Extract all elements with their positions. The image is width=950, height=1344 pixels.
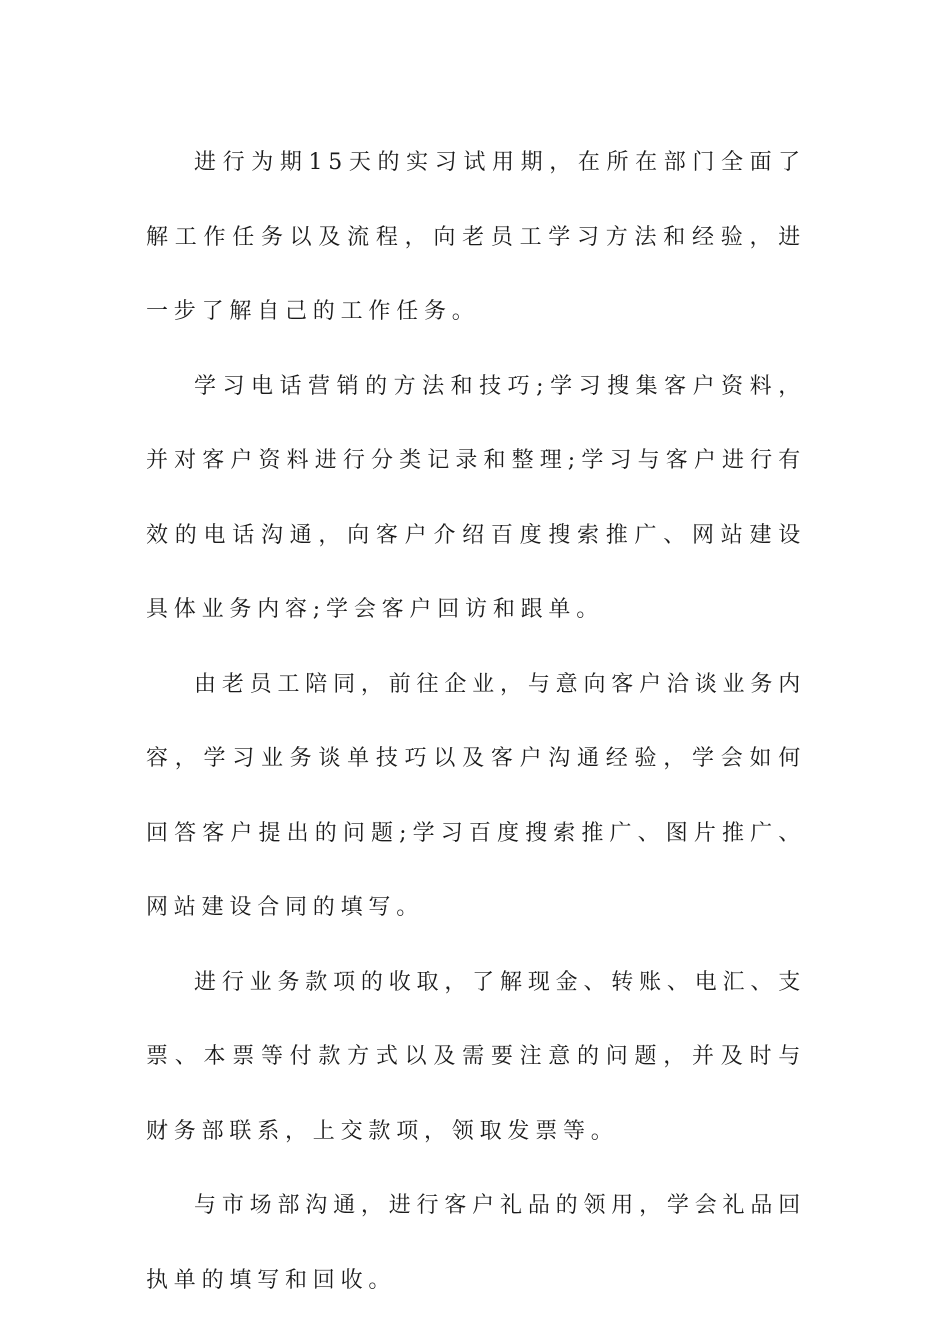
paragraph-payment-collection: 进行业务款项的收取，了解现金、转账、电汇、支票、本票等付款方式以及需要注意的问题，并及时与财务部联系，上交款项，领取发票等。 — [146, 969, 806, 1144]
paragraph-client-gifts: 与市场部沟通，进行客户礼品的领用，学会礼品回执单的填写和回收。 — [146, 1193, 806, 1293]
paragraph-internship-period: 进行为期15天的实习试用期，在所在部门全面了解工作任务以及流程，向老员工学习方法和经验，进一步了解自己的工作任务。 — [146, 150, 806, 324]
paragraph-client-visits: 由老员工陪同，前往企业，与意向客户洽谈业务内容，学习业务谈单技巧以及客户沟通经验，学会如何回答客户提出的问题;学习百度搜索推广、图片推广、网站建设合同的填写。 — [146, 671, 806, 920]
paragraph-telemarketing: 学习电话营销的方法和技巧;学习搜集客户资料，并对客户资料进行分类记录和整理;学习与客户进行有效的电话沟通，向客户介绍百度搜索推广、网站建设具体业务内容;学会客户回访和跟单。 — [146, 373, 806, 622]
document-body — [146, 126, 806, 1318]
